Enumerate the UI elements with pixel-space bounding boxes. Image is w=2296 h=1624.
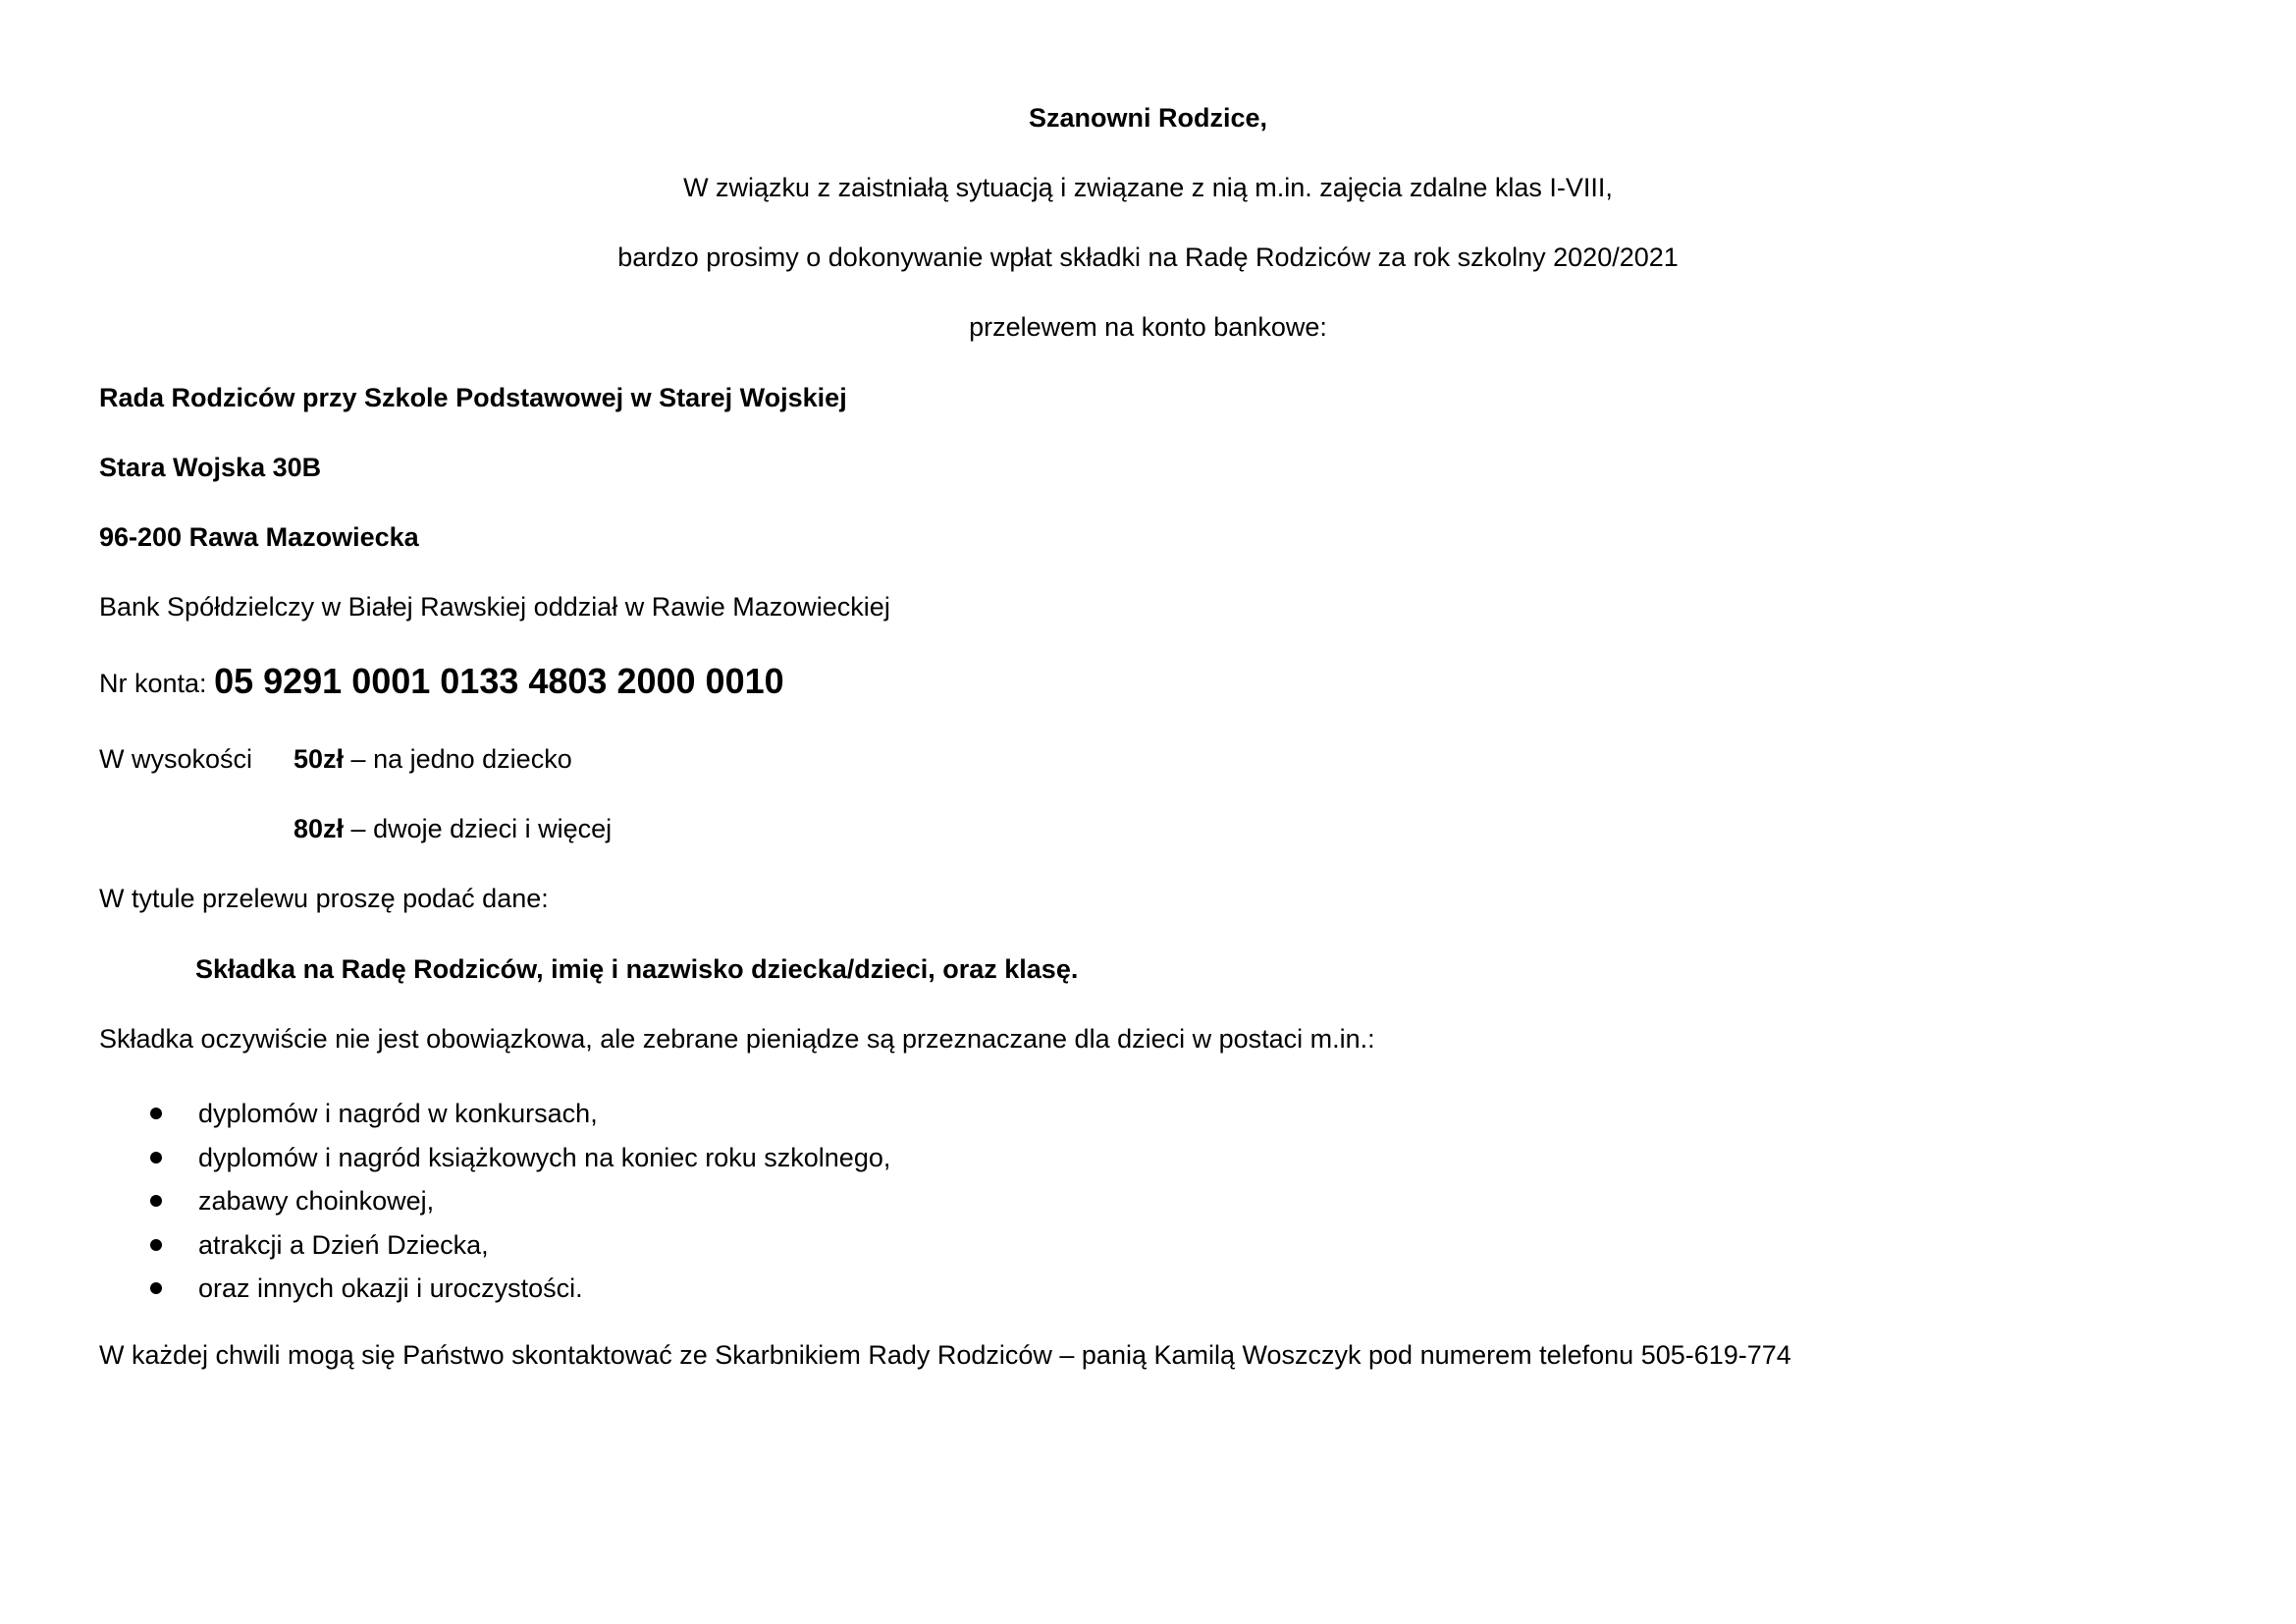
intro-line-2: bardzo prosimy o dokonywanie wpłat składki na Radę Rodziców za rok szkolny 2020/2021: [617, 243, 1679, 272]
intro-line-1: W związku z zaistniałą sytuacją i związane z nią m.in. zajęcia zdalne klas I-VIII,: [683, 173, 1613, 202]
list-item: [99, 1272, 890, 1316]
greeting-heading: Szanowni Rodzice,: [1028, 103, 1268, 133]
recipient-city: 96-200 Rawa Mazowiecka: [99, 522, 419, 552]
purpose-intro: Składka oczywiście nie jest obowiązkowa, ale zebrane pieniądze są przeznaczane dla dzieci w postaci m.in.:: [99, 1024, 1375, 1054]
amount-label: W wysokości: [99, 744, 253, 774]
amount-one-child-value: 50zł: [294, 744, 345, 774]
bullet-icon: [150, 1195, 162, 1207]
list-item-text: dyplomów i nagród książkowych na koniec roku szkolnego,: [198, 1142, 891, 1172]
recipient-street: Stara Wojska 30B: [99, 453, 322, 482]
list-item: [99, 1141, 890, 1185]
list-item-text: zabawy choinkowej,: [198, 1186, 435, 1216]
account-number: 05 9291 0001 0133 4803 2000 0010: [214, 661, 784, 701]
bank-name: Bank Spółdzielczy w Białej Rawskiej oddział w Rawie Mazowieckiej: [99, 592, 890, 622]
recipient-name: Rada Rodziców przy Szkole Podstawowej w Starej Wojskiej: [99, 383, 847, 412]
transfer-title-label: W tytule przelewu proszę podać dane:: [99, 884, 549, 913]
amount-two-children-value: 80zł: [294, 814, 345, 843]
bullet-icon: [150, 1152, 162, 1164]
list-item-text: dyplomów i nagród w konkursach,: [198, 1099, 598, 1128]
bullet-icon: [150, 1239, 162, 1251]
amount-one-child: [99, 742, 572, 776]
list-item: [99, 1228, 890, 1272]
list-item-text: atrakcji a Dzień Dziecka,: [198, 1229, 489, 1260]
list-item: [99, 1097, 890, 1141]
purpose-list: [99, 1097, 890, 1316]
amount-two-children-text: – dwoje dzieci i więcej: [344, 814, 613, 843]
amount-two-children: [294, 812, 612, 845]
transfer-title-content: Składka na Radę Rodziców, imię i nazwisko dziecka/dzieci, oraz klasę.: [195, 954, 1079, 984]
list-item-text: oraz innych okazji i uroczystości.: [198, 1273, 583, 1303]
amount-one-child-text: – na jedno dziecko: [344, 744, 572, 774]
bullet-icon: [150, 1282, 162, 1294]
account-line: [99, 661, 784, 701]
bullet-icon: [150, 1108, 162, 1119]
contact-info: W każdej chwili mogą się Państwo skontaktować ze Skarbnikiem Rady Rodziców – panią Kamilą Woszczyk pod numerem telefonu 505-619-774: [99, 1340, 1791, 1370]
list-item: [99, 1184, 890, 1228]
intro-line-3: przelewem na konto bankowe:: [969, 312, 1327, 342]
account-label: Nr konta:: [99, 669, 207, 698]
